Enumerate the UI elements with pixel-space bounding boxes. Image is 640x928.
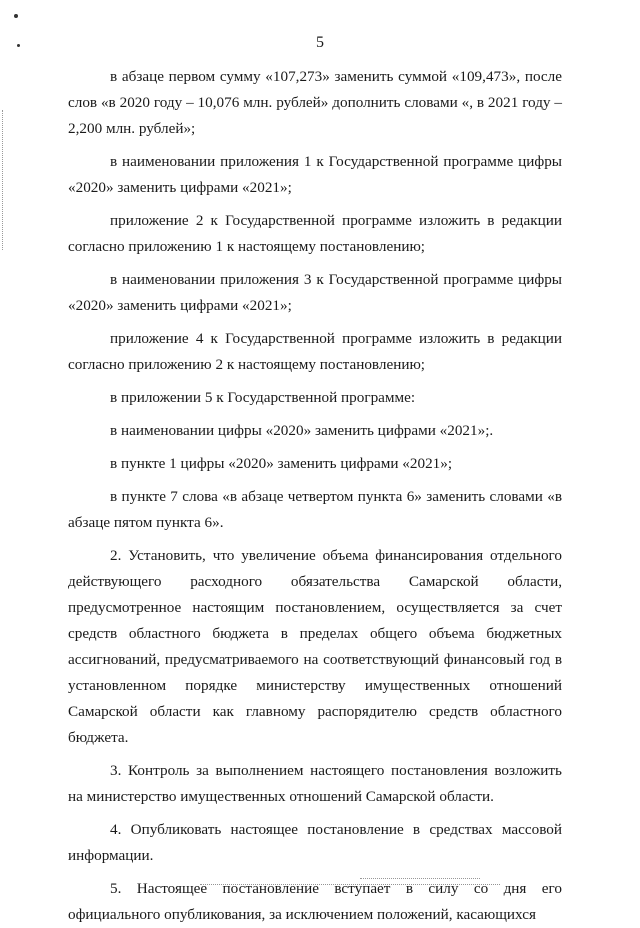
page-number: 5 (316, 34, 324, 51)
paragraph: в приложении 5 к Государственной программе: (110, 389, 416, 406)
document-body (68, 64, 562, 928)
paragraph: в наименовании приложения 3 к Государственной программе цифры «2020» заменить цифрами «2021»; (68, 271, 562, 314)
paragraph: в наименовании приложения 1 к Государственной программе цифры «2020» заменить цифрами «2021»; (68, 153, 562, 196)
paragraph: приложение 4 к Государственной программе изложить в редакции согласно приложению 2 к настоящему постановлению; (68, 330, 562, 373)
paragraph: в наименовании цифры «2020» заменить цифрами «2021»;. (110, 422, 494, 439)
scan-noise (360, 878, 480, 883)
scan-noise (200, 884, 500, 891)
paragraph: в пункте 7 слова «в абзаце четвертом пункта 6» заменить словами «в абзаце пятом пункта 6». (68, 488, 562, 531)
paragraph: 5. Настоящее постановление вступает в силу со дня его официального опубликования, за исключением положений, касающихся (68, 880, 562, 923)
scan-edge-marks (2, 110, 5, 250)
paragraph: 2. Установить, что увеличение объема финансирования отдельного действующего расходного обязательства Самарской области, предусмотренное настоящим постановлением, осуществляется за счет средств областного бюджета в пределах общего объема бюджетных ассигнований, предусматриваемого на соответствующий финансовый год в установленном порядке министерству имущественных отношений Самарской области как главному распорядителю средств областного бюджета. (68, 547, 562, 746)
paragraph: 4. Опубликовать настоящее постановление в средствах массовой информации. (68, 821, 562, 864)
paragraph: 3. Контроль за выполнением настоящего постановления возложить на министерство имущественных отношений Самарской области. (68, 762, 562, 805)
scan-speck (14, 14, 18, 18)
paragraph: приложение 2 к Государственной программе изложить в редакции согласно приложению 1 к настоящему постановлению; (68, 212, 562, 255)
paragraph: в абзаце первом сумму «107,273» заменить суммой «109,473», после слов «в 2020 году – 10,076 млн. рублей» дополнить словами «, в 2021 году – 2,200 млн. рублей»; (68, 68, 562, 137)
paragraph: в пункте 1 цифры «2020» заменить цифрами «2021»; (110, 455, 453, 472)
